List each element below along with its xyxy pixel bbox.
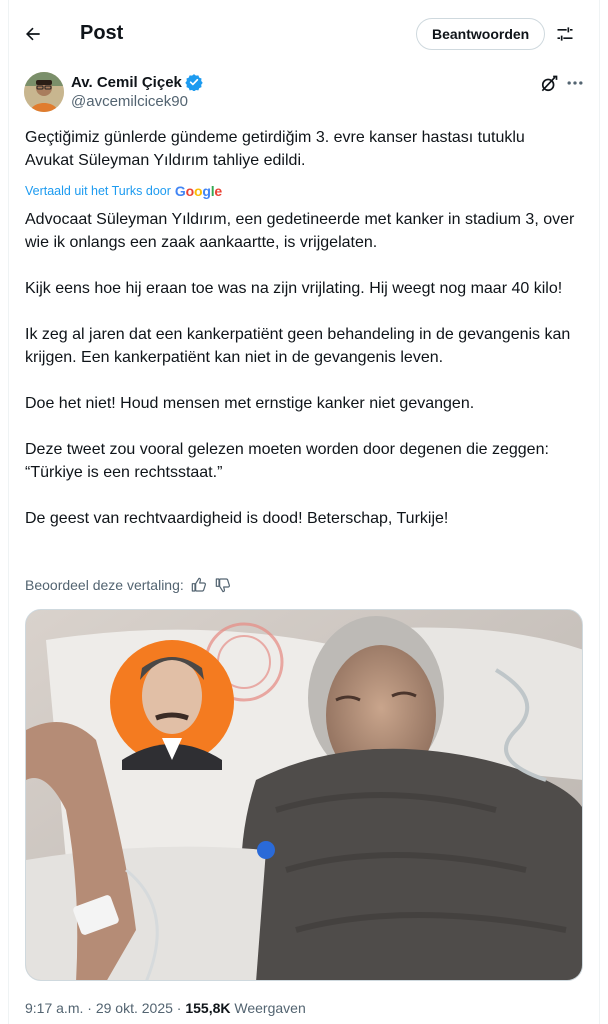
post-date[interactable]: 29 okt. 2025 [95, 1000, 173, 1016]
views-label: Weergaven [234, 1000, 306, 1016]
translation-paragraph: Doe het niet! Houd mensen met ernstige kanker niet gevangen. [25, 395, 475, 412]
translation-attribution[interactable] [25, 183, 222, 199]
avatar[interactable] [24, 72, 64, 112]
reply-button[interactable]: Beantwoorden [416, 18, 545, 50]
thumbs-up-icon [191, 577, 207, 593]
page-title: Post [80, 22, 124, 44]
thumbs-up-button[interactable] [190, 576, 208, 594]
views-count: 155,8K [185, 1000, 231, 1016]
meta-separator: · [87, 1000, 92, 1016]
grok-button[interactable] [539, 74, 559, 94]
translation-paragraph: Advocaat Süleyman Yıldırım, een gedetineerde met kanker in stadium 3, over wie ik onlangs een zaak aankaartte, is vrijgelaten. [25, 211, 575, 251]
meta-separator: · [176, 1000, 182, 1016]
post-meta [25, 1000, 306, 1016]
page-header [9, 0, 601, 68]
rate-translation [25, 576, 232, 594]
thumbs-down-button[interactable] [214, 576, 232, 594]
translated-text [25, 208, 595, 553]
original-line: Avukat Süleyman Yıldırım tahliye edildi. [25, 152, 306, 169]
grok-icon [539, 74, 559, 94]
translation-paragraph: Deze tweet zou vooral gelezen moeten worden door degenen die zeggen: “Türkiye is een rechtsstaat.” [25, 441, 549, 481]
more-horizontal-icon [565, 73, 585, 93]
translation-paragraph: Kijk eens hoe hij eraan toe was na zijn vrijlating. Hij weegt nog maar 40 kilo! [25, 280, 563, 297]
google-logo: Google [174, 183, 222, 199]
original-line: Geçtiğimiz günlerde gündeme getirdiğim 3. evre kanser hastası tutuklu [25, 129, 525, 146]
author-name-text: Av. Cemil Çiçek [71, 73, 182, 91]
author-handle[interactable]: @avcemilcicek90 [71, 93, 188, 110]
sliders-icon [555, 24, 575, 44]
settings-button[interactable] [553, 22, 577, 46]
post-page [8, 0, 600, 1024]
hospital-photo-icon [26, 610, 583, 981]
back-button[interactable] [19, 20, 47, 48]
arrow-left-icon [23, 24, 43, 44]
post-image[interactable] [25, 609, 583, 981]
translation-paragraph: De geest van rechtvaardigheid is dood! Beterschap, Turkije! [25, 510, 449, 527]
verified-badge-icon [185, 73, 203, 91]
original-text [25, 126, 595, 172]
thumbs-down-icon [215, 577, 231, 593]
rate-translation-label: Beoordeel deze vertaling: [25, 577, 184, 593]
post-time[interactable]: 9:17 a.m. [25, 1000, 84, 1016]
more-button[interactable] [564, 72, 586, 94]
author-name[interactable] [71, 73, 203, 91]
translated-by-label: Vertaald uit het Turks door [25, 184, 171, 198]
avatar-photo-icon [24, 72, 64, 112]
translation-paragraph: Ik zeg al jaren dat een kankerpatiënt geen behandeling in de gevangenis kan krijgen. Een kankerpatiënt kan niet in de gevangenis leven. [25, 326, 571, 366]
